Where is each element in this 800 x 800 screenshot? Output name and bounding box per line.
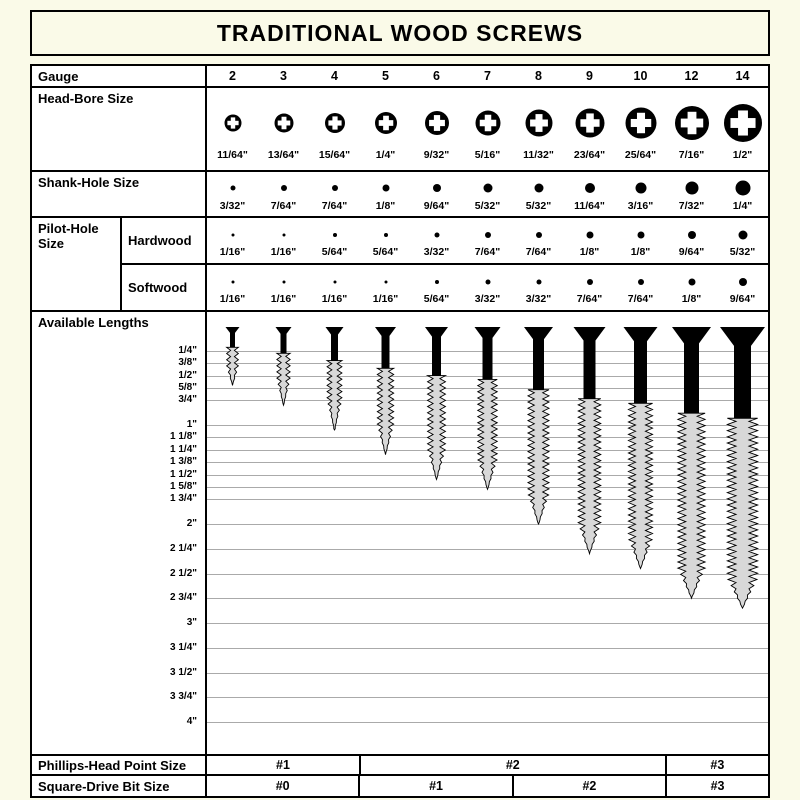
- length-scale-label: 2 1/4": [170, 542, 197, 554]
- gauge-value: 8: [535, 69, 542, 83]
- square-drive-size-cell: #1: [358, 776, 511, 796]
- shank-hole-value: 1/8": [375, 200, 396, 212]
- length-scale-label: 1 1/4": [170, 443, 197, 455]
- pilot-softwood-cell: [615, 265, 666, 310]
- drill-dot-icon: [275, 273, 293, 291]
- length-scale-label: 3 1/2": [170, 666, 197, 678]
- drill-dot-icon: [224, 273, 242, 291]
- drill-dot-icon: [683, 176, 701, 200]
- pilot-hardwood-subrow: [122, 218, 768, 265]
- softwood-label: Softwood: [122, 265, 207, 310]
- drill-dot-icon: [275, 176, 293, 200]
- drill-dot-icon: [428, 271, 446, 293]
- square-drive-size-cell: #2: [512, 776, 665, 796]
- screw-drawing: [207, 312, 258, 750]
- drill-dot-icon: [479, 224, 497, 246]
- phillips-head-icon: [210, 97, 256, 149]
- head-bore-value: 9/32": [423, 149, 450, 161]
- head-bore-cell: [615, 88, 666, 170]
- pilot-hardwood-value: 7/64": [525, 245, 552, 258]
- gauge-value: 10: [633, 69, 648, 83]
- shank-hole-cell: [615, 172, 666, 216]
- pilot-hardwood-value: 5/64": [372, 245, 399, 258]
- length-scale-label: 1 1/2": [170, 468, 197, 480]
- pilot-softwood-value: 9/64": [729, 292, 756, 305]
- drill-dot-icon: [734, 179, 752, 197]
- shank-hole-row-label: Shank-Hole Size: [32, 172, 207, 216]
- head-bore-value: 7/16": [678, 149, 705, 161]
- screw-illustrations: [207, 312, 768, 754]
- gauge-value: 3: [280, 69, 287, 83]
- drill-dot-icon: [581, 226, 599, 244]
- drill-dot-icon: [683, 271, 701, 293]
- drill-dot-icon: [581, 176, 599, 200]
- drill-dot-icon: [734, 271, 752, 293]
- phillips-values: [207, 756, 768, 774]
- head-bore-cell: [309, 88, 360, 170]
- head-bore-value: 25/64": [624, 149, 657, 161]
- length-scale-label: 1 5/8": [170, 480, 197, 492]
- pilot-hardwood-cell: [258, 218, 309, 263]
- shank-hole-row: [32, 172, 768, 218]
- drill-dot-icon: [581, 179, 599, 197]
- gauge-value: 6: [433, 69, 440, 83]
- drill-dot-icon: [581, 273, 599, 291]
- pilot-softwood-cell: [360, 265, 411, 310]
- pilot-softwood-value: 1/16": [372, 292, 399, 305]
- drill-dot-icon: [683, 179, 701, 197]
- drill-dot-icon: [326, 224, 344, 246]
- screw-drawing: [615, 312, 666, 750]
- shank-hole-cell: [411, 172, 462, 216]
- length-scale-label: 3 1/4": [170, 641, 197, 653]
- square-drive-row-label: Square-Drive Bit Size: [32, 776, 207, 796]
- gauge-row: [32, 66, 768, 88]
- pilot-hardwood-value: 5/32": [729, 245, 756, 258]
- screw-illustration: [207, 312, 258, 754]
- length-scale-label: 3": [186, 617, 197, 628]
- pilot-hole-row: [32, 218, 768, 312]
- phillips-head-icon: [363, 97, 409, 149]
- drill-dot-icon: [683, 273, 701, 291]
- phillips-row: [32, 756, 768, 776]
- drill-dot-icon: [632, 273, 650, 291]
- length-scale-label: 2": [186, 518, 197, 529]
- available-lengths-label-cell: [32, 312, 207, 754]
- drill-dot-icon: [479, 176, 497, 200]
- drill-dot-icon: [428, 224, 446, 246]
- drill-dot-icon: [275, 179, 293, 197]
- head-bore-values: [207, 88, 768, 170]
- pilot-softwood-value: 3/32": [474, 292, 501, 305]
- phillips-size-cell: #1: [276, 758, 290, 772]
- pilot-hardwood-cell: [513, 218, 564, 263]
- phillips-head-icon: [720, 97, 766, 149]
- chart-title-text: TRADITIONAL WOOD SCREWS: [216, 19, 584, 46]
- pilot-softwood-cell: [309, 265, 360, 310]
- phillips-head-icon: [312, 97, 358, 149]
- head-bore-cell: [513, 88, 564, 170]
- phillips-head-icon: [210, 100, 256, 146]
- drill-dot-icon: [326, 179, 344, 197]
- pilot-softwood-value: 7/64": [576, 292, 603, 305]
- drill-dot-icon: [479, 273, 497, 291]
- phillips-head-icon: [414, 100, 460, 146]
- pilot-hardwood-cell: [564, 218, 615, 263]
- head-bore-value: 13/64": [267, 149, 300, 161]
- drill-dot-icon: [377, 273, 395, 291]
- screw-illustration: [666, 312, 717, 754]
- hardwood-label: Hardwood: [122, 218, 207, 263]
- drill-dot-icon: [377, 271, 395, 293]
- phillips-head-icon: [567, 100, 613, 146]
- pilot-hardwood-value: 1/16": [270, 245, 297, 258]
- shank-hole-value: 11/64": [574, 200, 605, 212]
- head-bore-cell: [360, 88, 411, 170]
- phillips-head-icon: [312, 100, 358, 146]
- square-drive-size-cell: #3: [665, 776, 768, 796]
- shank-hole-values: [207, 172, 768, 216]
- pilot-hardwood-cell: [666, 218, 717, 263]
- drill-dot-icon: [632, 179, 650, 197]
- head-bore-value: 11/64": [217, 149, 248, 161]
- drill-dot-icon: [224, 271, 242, 293]
- pilot-softwood-value: 1/16": [270, 292, 297, 305]
- pilot-hardwood-cell: [462, 218, 513, 263]
- drill-dot-icon: [377, 176, 395, 200]
- drill-dot-icon: [275, 224, 293, 246]
- drill-dot-icon: [377, 224, 395, 246]
- pilot-hardwood-value: 9/64": [678, 245, 705, 258]
- drill-dot-icon: [326, 176, 344, 200]
- pilot-softwood-cell: [258, 265, 309, 310]
- phillips-row-label: Phillips-Head Point Size: [32, 756, 207, 774]
- shank-hole-value: 7/64": [270, 200, 297, 212]
- drill-dot-icon: [275, 271, 293, 293]
- drill-dot-icon: [581, 224, 599, 246]
- pilot-softwood-value: 5/64": [423, 292, 450, 305]
- phillips-head-icon: [363, 100, 409, 146]
- phillips-head-icon: [720, 100, 766, 146]
- length-scale-label: 1": [186, 419, 197, 430]
- phillips-head-icon: [516, 100, 562, 146]
- screw-illustration: [717, 312, 768, 754]
- drill-dot-icon: [734, 226, 752, 244]
- gauge-value: 9: [586, 69, 593, 83]
- drill-dot-icon: [530, 226, 548, 244]
- length-scale-label: 1 3/4": [170, 493, 197, 505]
- drill-dot-icon: [530, 273, 548, 291]
- shank-hole-value: 9/64": [423, 200, 450, 212]
- head-bore-cell: [411, 88, 462, 170]
- length-scale-label: 3 3/4": [170, 691, 197, 703]
- phillips-head-icon: [669, 100, 715, 146]
- length-scale-label: 1/2": [178, 369, 197, 381]
- phillips-size-cell: #3: [665, 756, 768, 774]
- screw-drawing: [666, 312, 717, 750]
- pilot-hardwood-value: 1/8": [579, 245, 600, 258]
- head-bore-cell: [666, 88, 717, 170]
- drill-dot-icon: [683, 226, 701, 244]
- drill-dot-icon: [428, 273, 446, 291]
- pilot-softwood-value: 3/32": [525, 292, 552, 305]
- drill-dot-icon: [479, 226, 497, 244]
- shank-hole-cell: [207, 172, 258, 216]
- screw-drawing: [258, 312, 309, 750]
- screw-illustration: [615, 312, 666, 754]
- head-bore-value: 11/32": [523, 149, 554, 161]
- head-bore-value: 1/4": [375, 149, 396, 161]
- drill-dot-icon: [530, 179, 548, 197]
- drill-dot-icon: [734, 273, 752, 291]
- drill-dot-icon: [734, 176, 752, 200]
- gauge-value: 7: [484, 69, 491, 83]
- pilot-softwood-cell: [717, 265, 768, 310]
- screw-spec-table: [30, 64, 770, 798]
- screw-drawing: [564, 312, 615, 750]
- pilot-softwood-cell: [411, 265, 462, 310]
- phillips-head-icon: [465, 97, 511, 149]
- head-bore-row: [32, 88, 768, 172]
- pilot-softwood-value: 7/64": [627, 292, 654, 305]
- screw-drawing: [360, 312, 411, 750]
- shank-hole-value: 7/64": [321, 200, 348, 212]
- phillips-head-icon: [261, 100, 307, 146]
- drill-dot-icon: [377, 226, 395, 244]
- shank-hole-cell: [666, 172, 717, 216]
- phillips-size-cell: #2: [359, 756, 665, 774]
- gauge-value: 14: [735, 69, 750, 83]
- pilot-softwood-value: 1/8": [681, 292, 702, 305]
- shank-hole-cell: [258, 172, 309, 216]
- gauge-value: 5: [382, 69, 389, 83]
- pilot-hardwood-value: 5/64": [321, 245, 348, 258]
- shank-hole-cell: [360, 172, 411, 216]
- head-bore-cell: [207, 88, 258, 170]
- drill-dot-icon: [530, 176, 548, 200]
- drill-dot-icon: [734, 224, 752, 246]
- drill-dot-icon: [428, 176, 446, 200]
- shank-hole-cell: [462, 172, 513, 216]
- hardwood-values: [207, 218, 768, 263]
- head-bore-value: 15/64": [318, 149, 351, 161]
- drill-dot-icon: [326, 273, 344, 291]
- screw-drawing: [462, 312, 513, 750]
- head-bore-row-label: Head-Bore Size: [32, 88, 207, 170]
- pilot-hole-row-label: Pilot-Hole Size: [32, 218, 122, 310]
- shank-hole-value: 3/32": [219, 200, 246, 212]
- gauge-values: [207, 66, 768, 86]
- screw-illustration: [564, 312, 615, 754]
- drill-dot-icon: [224, 224, 242, 246]
- gauge-value: 12: [684, 69, 699, 83]
- length-scale-label: 4": [186, 716, 197, 727]
- drill-dot-icon: [479, 271, 497, 293]
- length-scale-label: 2 1/2": [170, 567, 197, 579]
- drill-dot-icon: [326, 226, 344, 244]
- drill-dot-icon: [428, 226, 446, 244]
- length-scale-label: 1 1/8": [170, 431, 197, 443]
- pilot-hardwood-value: 1/16": [219, 245, 246, 258]
- shank-hole-value: 7/32": [678, 200, 705, 212]
- head-bore-cell: [564, 88, 615, 170]
- phillips-head-icon: [516, 97, 562, 149]
- length-scale-label: 1 3/8": [170, 456, 197, 468]
- pilot-hardwood-cell: [615, 218, 666, 263]
- phillips-head-icon: [414, 97, 460, 149]
- screw-drawing: [513, 312, 564, 750]
- drill-dot-icon: [632, 271, 650, 293]
- shank-hole-value: 5/32": [474, 200, 501, 212]
- drill-dot-icon: [224, 226, 242, 244]
- shank-hole-value: 1/4": [732, 200, 753, 212]
- length-scale-label: 3/4": [178, 394, 197, 406]
- phillips-head-icon: [669, 97, 715, 149]
- drill-dot-icon: [530, 271, 548, 293]
- length-scale-label: 1/4": [178, 344, 197, 356]
- phillips-head-icon: [465, 100, 511, 146]
- screw-drawing: [309, 312, 360, 750]
- shank-hole-cell: [717, 172, 768, 216]
- drill-dot-icon: [632, 224, 650, 246]
- screw-drawing: [411, 312, 462, 750]
- shank-hole-cell: [309, 172, 360, 216]
- pilot-hardwood-value: 1/8": [630, 245, 651, 258]
- square-drive-values: [207, 776, 768, 796]
- head-bore-cell: [462, 88, 513, 170]
- drill-dot-icon: [377, 179, 395, 197]
- phillips-head-icon: [618, 100, 664, 146]
- screw-illustration: [360, 312, 411, 754]
- length-scale-label: 5/8": [178, 381, 197, 393]
- square-drive-size-cell: #0: [275, 779, 290, 793]
- pilot-softwood-value: 1/16": [321, 292, 348, 305]
- length-scale-label: 2 3/4": [170, 592, 197, 604]
- screw-illustration: [258, 312, 309, 754]
- shank-hole-value: 3/16": [627, 200, 654, 212]
- screw-illustration: [462, 312, 513, 754]
- screw-illustration: [411, 312, 462, 754]
- pilot-softwood-cell: [564, 265, 615, 310]
- pilot-hardwood-cell: [207, 218, 258, 263]
- drill-dot-icon: [275, 226, 293, 244]
- screw-illustration: [309, 312, 360, 754]
- drill-dot-icon: [581, 271, 599, 293]
- screw-illustration: [513, 312, 564, 754]
- drill-dot-icon: [632, 226, 650, 244]
- pilot-hardwood-value: 7/64": [474, 245, 501, 258]
- drill-dot-icon: [632, 176, 650, 200]
- pilot-hardwood-cell: [309, 218, 360, 263]
- screw-length-chart: [207, 312, 768, 754]
- pilot-hardwood-cell: [717, 218, 768, 263]
- head-bore-value: 1/2": [732, 149, 753, 161]
- shank-hole-cell: [564, 172, 615, 216]
- chart-title: [30, 10, 770, 56]
- drill-dot-icon: [683, 224, 701, 246]
- phillips-head-icon: [618, 97, 664, 149]
- head-bore-value: 23/64": [573, 149, 606, 161]
- pilot-hardwood-value: 3/32": [423, 245, 450, 258]
- drill-dot-icon: [479, 179, 497, 197]
- head-bore-cell: [258, 88, 309, 170]
- available-lengths-label: Available Lengths: [38, 315, 149, 330]
- softwood-values: [207, 265, 768, 310]
- pilot-hardwood-cell: [411, 218, 462, 263]
- gauge-value: 2: [229, 69, 236, 83]
- drill-dot-icon: [224, 176, 242, 200]
- pilot-softwood-cell: [207, 265, 258, 310]
- drill-dot-icon: [530, 224, 548, 246]
- pilot-hole-subrows: [122, 218, 768, 310]
- drill-dot-icon: [428, 179, 446, 197]
- gauge-value: 4: [331, 69, 338, 83]
- pilot-softwood-subrow: [122, 265, 768, 310]
- gauge-row-label: Gauge: [32, 66, 207, 86]
- pilot-hardwood-cell: [360, 218, 411, 263]
- square-drive-row: [32, 776, 768, 796]
- length-scale-label: 3/8": [178, 357, 197, 369]
- pilot-softwood-value: 1/16": [219, 292, 246, 305]
- screw-drawing: [717, 312, 768, 750]
- available-lengths-row: [32, 312, 768, 756]
- shank-hole-cell: [513, 172, 564, 216]
- pilot-softwood-cell: [666, 265, 717, 310]
- head-bore-cell: [717, 88, 768, 170]
- drill-dot-icon: [326, 271, 344, 293]
- phillips-head-icon: [261, 97, 307, 149]
- phillips-head-icon: [567, 97, 613, 149]
- pilot-softwood-cell: [462, 265, 513, 310]
- head-bore-value: 5/16": [474, 149, 501, 161]
- pilot-softwood-cell: [513, 265, 564, 310]
- drill-dot-icon: [224, 179, 242, 197]
- shank-hole-value: 5/32": [525, 200, 552, 212]
